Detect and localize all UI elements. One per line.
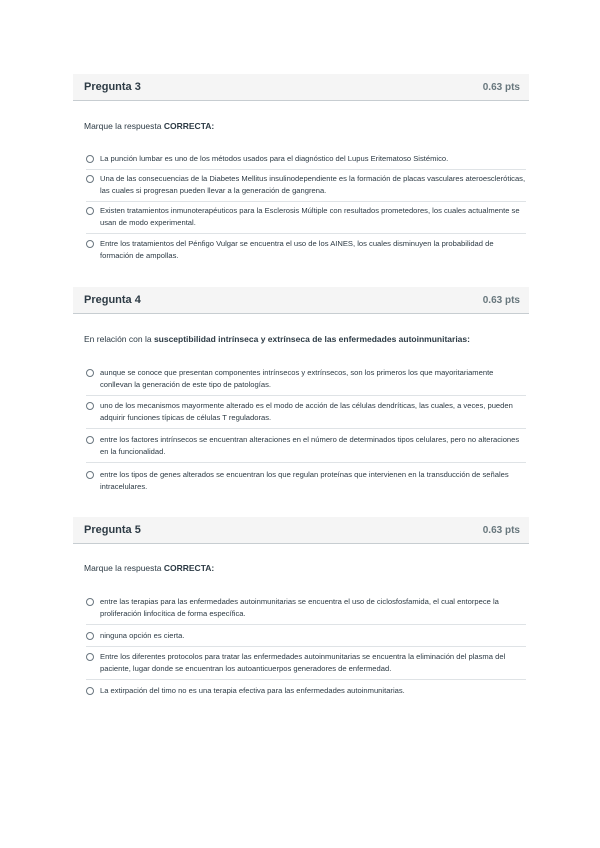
answer-text: Existen tratamientos inmunoterapéuticos para la Esclerosis Múltiple con resultados prometedores, los cuales actualmente se usan de modo experimental. [100,206,520,227]
answer-option[interactable] [86,432,526,463]
question-4 [73,287,529,507]
answer-text: La punción lumbar es uno de los métodos usados para el diagnóstico del Lupus Eritematoso Sistémico. [100,154,449,163]
question-3 [73,74,529,274]
answer-option[interactable] [86,628,526,647]
question-prompt [73,563,225,573]
radio-button[interactable] [86,155,94,163]
answer-text: Entre los diferentes protocolos para tratar las enfermedades autoinmunitarias se encuentra la eliminación del plasma del paciente, lugar donde se encuentran los autoanticuerpos generadores de enfermedad. [100,652,506,673]
question-header [73,287,529,314]
question-header [73,74,529,101]
radio-button[interactable] [86,207,94,215]
question-points: 0.63 pts [482,294,520,306]
question-title: Pregunta 5 [84,524,141,536]
radio-button[interactable] [86,632,94,640]
radio-button[interactable] [86,369,94,377]
answer-option[interactable] [86,594,526,625]
answer-option[interactable] [86,365,526,396]
radio-button[interactable] [86,402,94,410]
answer-option[interactable] [86,683,526,701]
prompt-bold: CORRECTA: [163,563,215,573]
question-prompt [73,121,225,131]
radio-button[interactable] [86,436,94,444]
answer-text: entre las terapias para las enfermedades autoinmunitarias se encuentra el uso de ciclosfosfamida, el cual entorpece la proliferación linfocítica de forma específica. [100,597,499,618]
question-header [73,517,529,544]
question-points: 0.63 pts [482,524,520,536]
prompt-plain: Marque la respuesta [84,121,164,131]
answer-option[interactable] [86,151,526,170]
radio-button[interactable] [86,240,94,248]
answer-text: aunque se conoce que presentan componentes intrínsecos y extrínsecos, son los primeros los que mayoritariamente conllevan la generación de este tipo de patologías. [100,368,494,389]
answer-text: ninguna opción es cierta. [100,631,185,640]
radio-button[interactable] [86,175,94,183]
question-5 [73,517,529,717]
answer-option[interactable] [86,236,526,266]
answer-text: La extirpación del timo no es una terapia efectiva para las enfermedades autoinmunitarias. [100,686,405,695]
answer-option[interactable] [86,203,526,234]
question-title: Pregunta 4 [84,294,141,306]
answer-option[interactable] [86,467,526,497]
radio-button[interactable] [86,598,94,606]
answer-text: uno de los mecanismos mayormente alterado es el modo de acción de las células dendríticas, las cuales, a veces, pueden adquirir funciones típicas de células T reguladoras. [100,401,513,422]
radio-button[interactable] [86,471,94,479]
radio-button[interactable] [86,687,94,695]
answer-text: entre los tipos de genes alterados se encuentran los que regulan proteínas que intervienen en la transducción de señales intracelulares. [100,470,509,491]
answer-text: Entre los tratamientos del Pénfigo Vulgar se encuentra el uso de los AINES, los cuales disminuyen la probabilidad de formación de ampollas. [100,239,494,260]
question-prompt [73,334,481,344]
prompt-bold: susceptibilidad intrínseca y extrínseca de las enfermedades autoinmunitarias: [153,334,470,344]
answer-option[interactable] [86,649,526,680]
radio-button[interactable] [86,653,94,661]
answer-option[interactable] [86,398,526,429]
prompt-plain: En relación con la [84,334,154,344]
question-points: 0.63 pts [482,81,520,93]
answer-option[interactable] [86,171,526,202]
prompt-bold: CORRECTA: [163,121,215,131]
answer-text: Una de las consecuencias de la Diabetes Mellitus insulinodependiente es la formación de placas vasculares ateroescleróticas, las cuales si progresan pueden llevar a la generación de gangrena. [100,174,526,195]
answer-text: entre los factores intrínsecos se encuentran alteraciones en el número de determinados tipos celulares, pero no alteraciones en la funcionalidad. [100,435,520,456]
question-title: Pregunta 3 [84,81,141,93]
prompt-plain: Marque la respuesta [84,563,164,573]
